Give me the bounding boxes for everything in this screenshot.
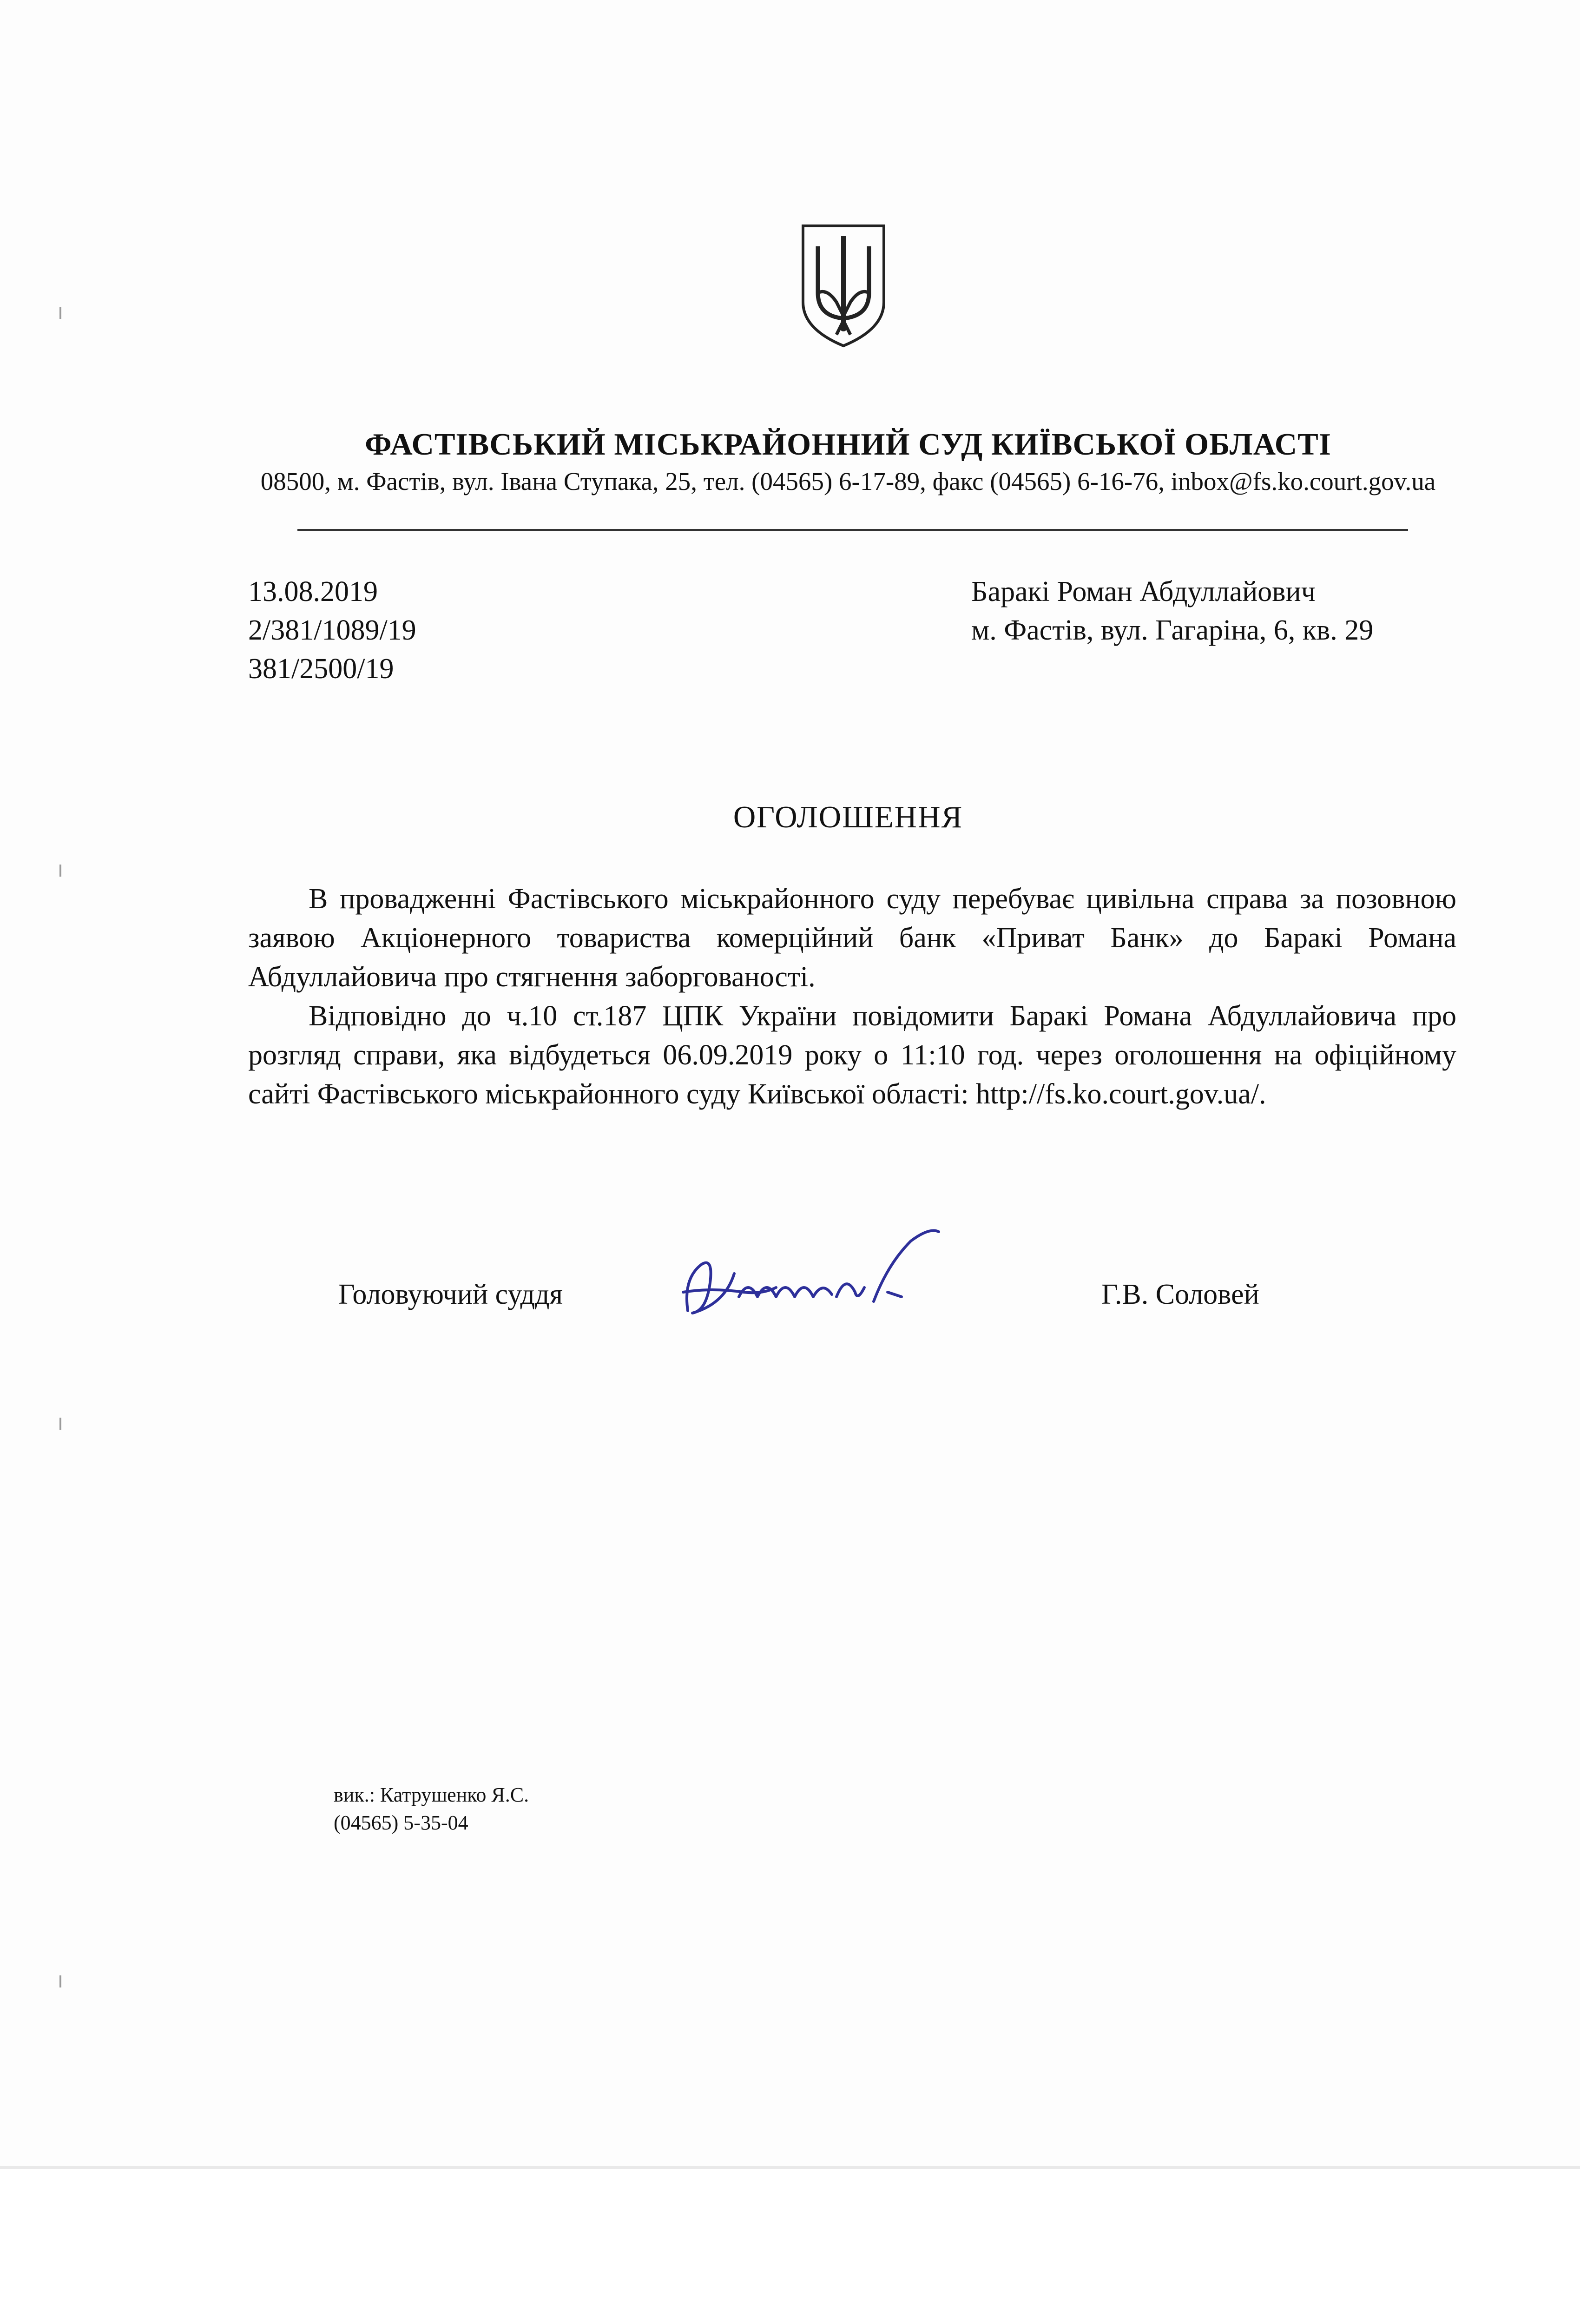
case-number: 381/2500/19 [248, 653, 394, 685]
recipient-name: Баракі Роман Абдуллайович [971, 576, 1316, 607]
recipient-address: м. Фастів, вул. Гагаріна, 6, кв. 29 [971, 614, 1374, 646]
executor-name: вик.: Катрушенко Я.С. [334, 1783, 529, 1806]
body-paragraph: В провадженні Фастівського міськрайонного суду перебуває цивільна справа за позовною заявою Акціонерного товариства комерційний банк «Приват Банк» до Баракі Романа Абдуллайовича про стягнення заборгованості. [248, 883, 1456, 993]
header-divider [297, 529, 1408, 531]
court-name: ФАСТІВСЬКИЙ МІСЬКРАЙОННИЙ СУД КИЇВСЬКОЇ ОБЛАСТІ [365, 427, 1331, 462]
executor-phone: (04565) 5-35-04 [334, 1811, 468, 1834]
body-paragraph: Відповідно до ч.10 ст.187 ЦПК України повідомити Баракі Романа Абдуллайовича про розгляд справи, яка відбудеться 06.09.2019 року о 11:10 год. через оголошення на офіційному сайті Фастівського міськрайонного суду Київської області: http://fs.ko.court.gov.ua/. [248, 1000, 1456, 1110]
scan-margin-mark [59, 865, 61, 877]
judge-name: Г.В. Соловей [1101, 1279, 1259, 1310]
trident-emblem-icon [799, 223, 888, 349]
document-body [248, 879, 1456, 1114]
document-meta [248, 573, 416, 688]
document-title: ОГОЛОШЕННЯ [733, 800, 963, 834]
judge-role: Головуючий суддя [338, 1279, 563, 1310]
scan-margin-mark [59, 1418, 61, 1430]
court-address: 08500, м. Фастів, вул. Івана Ступака, 25, тел. (04565) 6-17-89, факс (04565) 6-16-76, inbox@fs.ko.court.gov.ua [260, 467, 1436, 495]
scan-margin-mark [59, 1975, 61, 1987]
executor-note [334, 1781, 529, 1837]
handwritten-signature [669, 1222, 957, 1334]
scan-margin-mark [59, 307, 61, 319]
signature-block [0, 1269, 1580, 1362]
recipient-block [971, 573, 1373, 650]
reference-number: 2/381/1089/19 [248, 614, 416, 646]
document-date: 13.08.2019 [248, 576, 378, 607]
